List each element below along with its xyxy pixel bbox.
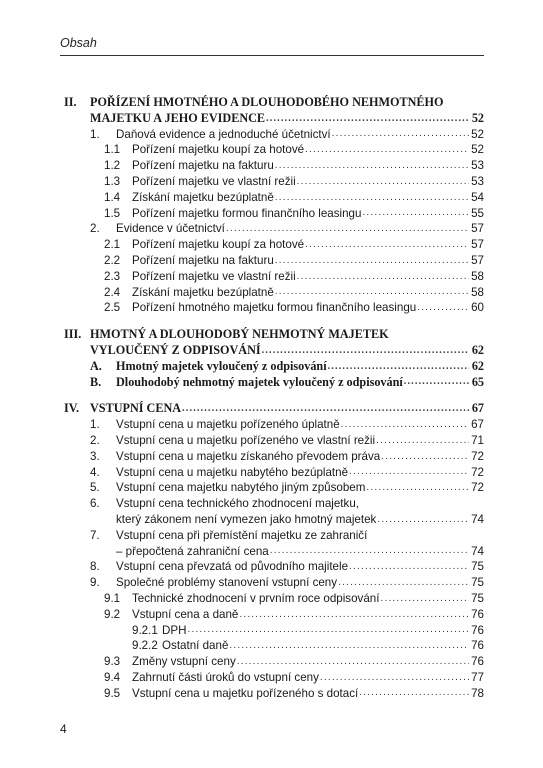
toc-section-title: MAJETKU A JEHO EVIDENCE — [90, 110, 266, 125]
header-rule — [60, 55, 484, 56]
toc-entry-number: 9.4 — [104, 670, 121, 684]
toc-entry-number: 2.1 — [104, 238, 121, 252]
toc-page-number: 67 — [471, 401, 484, 416]
toc-entry-first-line — [60, 496, 484, 512]
toc-page-number: 60 — [471, 301, 484, 315]
toc-entry-number: 9. — [90, 576, 100, 590]
toc-page-number: 72 — [471, 449, 484, 463]
toc-entry[interactable] — [60, 449, 484, 465]
dot-leader — [417, 302, 469, 313]
toc-entry-title: Vstupní cena u majetku pořízeného úplatně — [116, 418, 340, 432]
toc-entry[interactable] — [60, 158, 484, 174]
dot-leader — [362, 207, 469, 218]
running-header-title: Obsah — [60, 36, 97, 50]
toc-entry[interactable] — [60, 221, 484, 237]
toc-entry-number: 8. — [90, 560, 100, 574]
toc-entry[interactable] — [60, 237, 484, 253]
toc-entry-title: – přepočtená zahraniční cena — [116, 544, 269, 558]
toc-entry-title: Pořízení majetku ve vlastní režii — [132, 174, 296, 188]
toc-entry-title: Technické zhodnocení v prvním roce odpisování — [132, 591, 380, 605]
toc-entry-title: Pořízení majetku na fakturu — [132, 253, 274, 267]
toc-page-number: 71 — [471, 433, 484, 447]
toc-entry-number: 2.2 — [104, 253, 121, 267]
dot-leader — [275, 192, 469, 203]
toc-page-number: 75 — [471, 591, 484, 605]
toc-entry-title: Společné problémy stanovení vstupní ceny — [116, 576, 338, 590]
toc-section-title: HMOTNÝ A DLOUHODOBÝ NEHMOTNÝ MAJETEK — [90, 327, 389, 342]
toc-page-number: 55 — [471, 206, 484, 220]
toc-entry-number: 5. — [90, 481, 100, 495]
toc-page-number: 78 — [471, 686, 484, 700]
toc-page-number: 52 — [471, 143, 484, 157]
toc-entry-title: Pořízení majetku koupí za hotové — [132, 238, 305, 252]
toc-entry-number: 9.2.1 — [132, 623, 158, 637]
toc-entry-title: Pořízení majetku ve vlastní režii — [132, 269, 296, 283]
toc-entry[interactable] — [60, 654, 484, 670]
toc-entry[interactable] — [60, 575, 484, 591]
toc-entry[interactable] — [60, 433, 484, 449]
toc-entry-number: 9.2 — [104, 607, 121, 621]
toc-page-number: 53 — [471, 159, 484, 173]
toc-entry-number: 2. — [90, 433, 100, 447]
toc-entry[interactable] — [60, 559, 484, 575]
toc-page-number: 72 — [471, 481, 484, 495]
toc-section-number: III. — [64, 327, 82, 342]
toc-entry[interactable] — [60, 480, 484, 496]
dot-leader — [187, 624, 469, 635]
toc-entry-number: 1.1 — [104, 143, 121, 157]
dot-leader — [226, 223, 469, 234]
toc-section-heading — [60, 327, 484, 343]
dot-leader — [262, 345, 469, 356]
toc-entry-number: 7. — [90, 528, 100, 542]
toc-entry[interactable] — [60, 401, 484, 417]
toc-entry[interactable] — [60, 269, 484, 285]
toc-page-number: 62 — [471, 342, 484, 357]
toc-page-number: 76 — [471, 655, 484, 669]
toc-entry[interactable] — [60, 591, 484, 607]
toc-entry-title: Vstupní cena převzatá od původního majitele — [116, 560, 349, 574]
toc-entry-number: 4. — [90, 465, 100, 479]
toc-entry-first-line — [60, 528, 484, 544]
toc-entry[interactable] — [60, 670, 484, 686]
dot-leader — [377, 514, 469, 525]
toc-entry[interactable] — [60, 417, 484, 433]
dot-leader — [338, 577, 469, 588]
toc-entry[interactable] — [60, 638, 484, 654]
toc-entry-title: Ostatní daně — [162, 639, 229, 653]
toc-page-number: 62 — [471, 358, 484, 373]
dot-leader — [359, 687, 469, 698]
toc-page-number: 53 — [471, 174, 484, 188]
toc-entry-number: 6. — [90, 497, 100, 511]
dot-leader — [266, 113, 469, 124]
dot-leader — [270, 545, 469, 556]
toc-entry-title: Hmotný majetek vyloučený z odpisování — [116, 358, 327, 373]
toc-section-title: VSTUPNÍ CENA — [90, 401, 182, 416]
toc-entry-title: Vstupní cena u majetku získaného převodem práva — [116, 449, 381, 463]
toc-entry-number: B. — [90, 374, 102, 389]
dot-leader — [229, 640, 469, 651]
dot-leader — [349, 466, 469, 477]
toc-entry-number: 9.1 — [104, 591, 121, 605]
toc-entry-number: 2.4 — [104, 285, 121, 299]
toc-entry[interactable] — [60, 174, 484, 190]
toc-entry-title: Dlouhodobý nehmotný majetek vyloučený z odpisování — [116, 374, 403, 389]
toc-page-number: 57 — [471, 222, 484, 236]
toc-entry-title: Změny vstupní ceny — [132, 655, 236, 669]
toc-page-number: 74 — [471, 544, 484, 558]
toc-entry-number: 1.4 — [104, 190, 121, 204]
toc-page-number: 58 — [471, 285, 484, 299]
toc-entry-title: Evidence v účetnictví — [116, 222, 225, 236]
toc-entry-number: 2.3 — [104, 269, 121, 283]
toc-entry-title: Vstupní cena majetku nabytého jiným způsobem — [116, 481, 366, 495]
toc-section-title: POŘÍZENÍ HMOTNÉHO A DLOUHODOBÉHO NEHMOTNÉHO — [90, 95, 444, 109]
dot-leader — [237, 656, 469, 667]
dot-leader — [305, 144, 469, 155]
dot-leader — [376, 435, 469, 446]
toc-page-number: 54 — [471, 190, 484, 204]
toc-entry-number: 9.3 — [104, 655, 121, 669]
toc-page-number: 75 — [471, 560, 484, 574]
toc-page-number: 57 — [471, 238, 484, 252]
toc-page-number: 76 — [471, 639, 484, 653]
toc-entry[interactable] — [60, 142, 484, 158]
dot-leader — [380, 593, 469, 604]
toc-entry[interactable] — [60, 127, 484, 143]
dot-leader — [297, 176, 469, 187]
toc-entry-title: Pořízení majetku koupí za hotové — [132, 143, 305, 157]
toc-page-number: 67 — [471, 418, 484, 432]
toc-entry[interactable] — [60, 544, 484, 560]
toc-entry-title: Vstupní cena u majetku pořízeného ve vlastní režii — [116, 433, 376, 447]
toc-entry-number: 3. — [90, 449, 100, 463]
toc-section — [60, 327, 484, 390]
toc-page-number: 76 — [471, 623, 484, 637]
toc-entry[interactable] — [60, 375, 484, 391]
toc-entry-title: Zahrnutí části úroků do vstupní ceny — [132, 670, 319, 684]
toc-entry-title: Daňová evidence a jednoduché účetnictví — [116, 127, 331, 141]
toc-entry-number: 1. — [90, 127, 100, 141]
toc-entry-title: Vstupní cena technického zhodnocení majetku, — [116, 497, 359, 511]
dot-leader — [404, 376, 469, 387]
toc-entry[interactable] — [60, 343, 484, 359]
dot-leader — [320, 672, 469, 683]
dot-leader — [381, 451, 469, 462]
toc-entry-title: Vstupní cena při přemístění majetku ze zahraničí — [116, 528, 368, 542]
toc-entry-title: Pořízení majetku na fakturu — [132, 159, 274, 173]
toc-entry-title: Vstupní cena a daně — [132, 607, 239, 621]
toc-page-number: 74 — [471, 512, 484, 526]
toc-entry-number: 1.3 — [104, 174, 121, 188]
dot-leader — [275, 286, 469, 297]
toc-page-number: 75 — [471, 576, 484, 590]
toc-entry[interactable] — [60, 607, 484, 623]
toc-section-title: VYLOUČENÝ Z ODPISOVÁNÍ — [90, 342, 261, 357]
toc-section — [60, 95, 484, 316]
toc-entry[interactable] — [60, 359, 484, 375]
dot-leader — [366, 482, 469, 493]
dot-leader — [332, 128, 469, 139]
toc-page-number: 72 — [471, 465, 484, 479]
toc-page-number: 58 — [471, 269, 484, 283]
page-number: 4 — [60, 722, 67, 736]
toc-entry-number: 9.2.2 — [132, 639, 158, 653]
toc-entry-number: 2.5 — [104, 301, 121, 315]
toc-entry[interactable] — [60, 623, 484, 639]
dot-leader — [239, 609, 469, 620]
dot-leader — [328, 361, 469, 372]
toc-entry[interactable] — [60, 285, 484, 301]
toc-entry[interactable] — [60, 253, 484, 269]
table-of-contents — [60, 95, 484, 712]
toc-entry[interactable] — [60, 512, 484, 528]
toc-entry-title: Pořízení majetku formou finančního leasingu — [132, 206, 362, 220]
toc-page-number: 52 — [471, 127, 484, 141]
dot-leader — [182, 403, 469, 414]
toc-entry-title: Získání majetku bezúplatně — [132, 190, 274, 204]
toc-entry[interactable] — [60, 465, 484, 481]
toc-entry-number: 1.5 — [104, 206, 121, 220]
toc-section — [60, 401, 484, 701]
dot-leader — [349, 561, 469, 572]
toc-section-heading — [60, 95, 484, 111]
toc-entry[interactable] — [60, 111, 484, 127]
toc-entry[interactable] — [60, 300, 484, 316]
toc-entry-number: 1. — [90, 418, 100, 432]
toc-entry-title: který zákonem není vymezen jako hmotný majetek — [116, 512, 377, 526]
toc-section-number: II. — [64, 95, 77, 109]
toc-page-number: 77 — [471, 670, 484, 684]
toc-entry[interactable] — [60, 190, 484, 206]
toc-entry-title: Vstupní cena u majetku nabytého bezúplatně — [116, 465, 349, 479]
toc-page-number: 57 — [471, 253, 484, 267]
dot-leader — [275, 255, 469, 266]
toc-entry-number: A. — [90, 358, 102, 373]
dot-leader — [305, 239, 469, 250]
toc-entry[interactable] — [60, 686, 484, 702]
toc-section-number: IV. — [64, 401, 80, 416]
toc-page-number: 65 — [471, 374, 484, 389]
dot-leader — [341, 419, 469, 430]
toc-entry-title: DPH — [162, 623, 187, 637]
toc-entry-title: Pořízení hmotného majetku formou finančního leasingu — [132, 301, 417, 315]
toc-entry-number: 9.5 — [104, 686, 121, 700]
toc-entry-number: 2. — [90, 222, 100, 236]
toc-page-number: 52 — [471, 110, 484, 125]
dot-leader — [297, 271, 469, 282]
toc-page-number: 76 — [471, 607, 484, 621]
toc-entry[interactable] — [60, 206, 484, 222]
dot-leader — [275, 160, 469, 171]
toc-entry-number: 1.2 — [104, 159, 121, 173]
toc-entry-title: Vstupní cena u majetku pořízeného s dotací — [132, 686, 359, 700]
toc-entry-title: Získání majetku bezúplatně — [132, 285, 274, 299]
